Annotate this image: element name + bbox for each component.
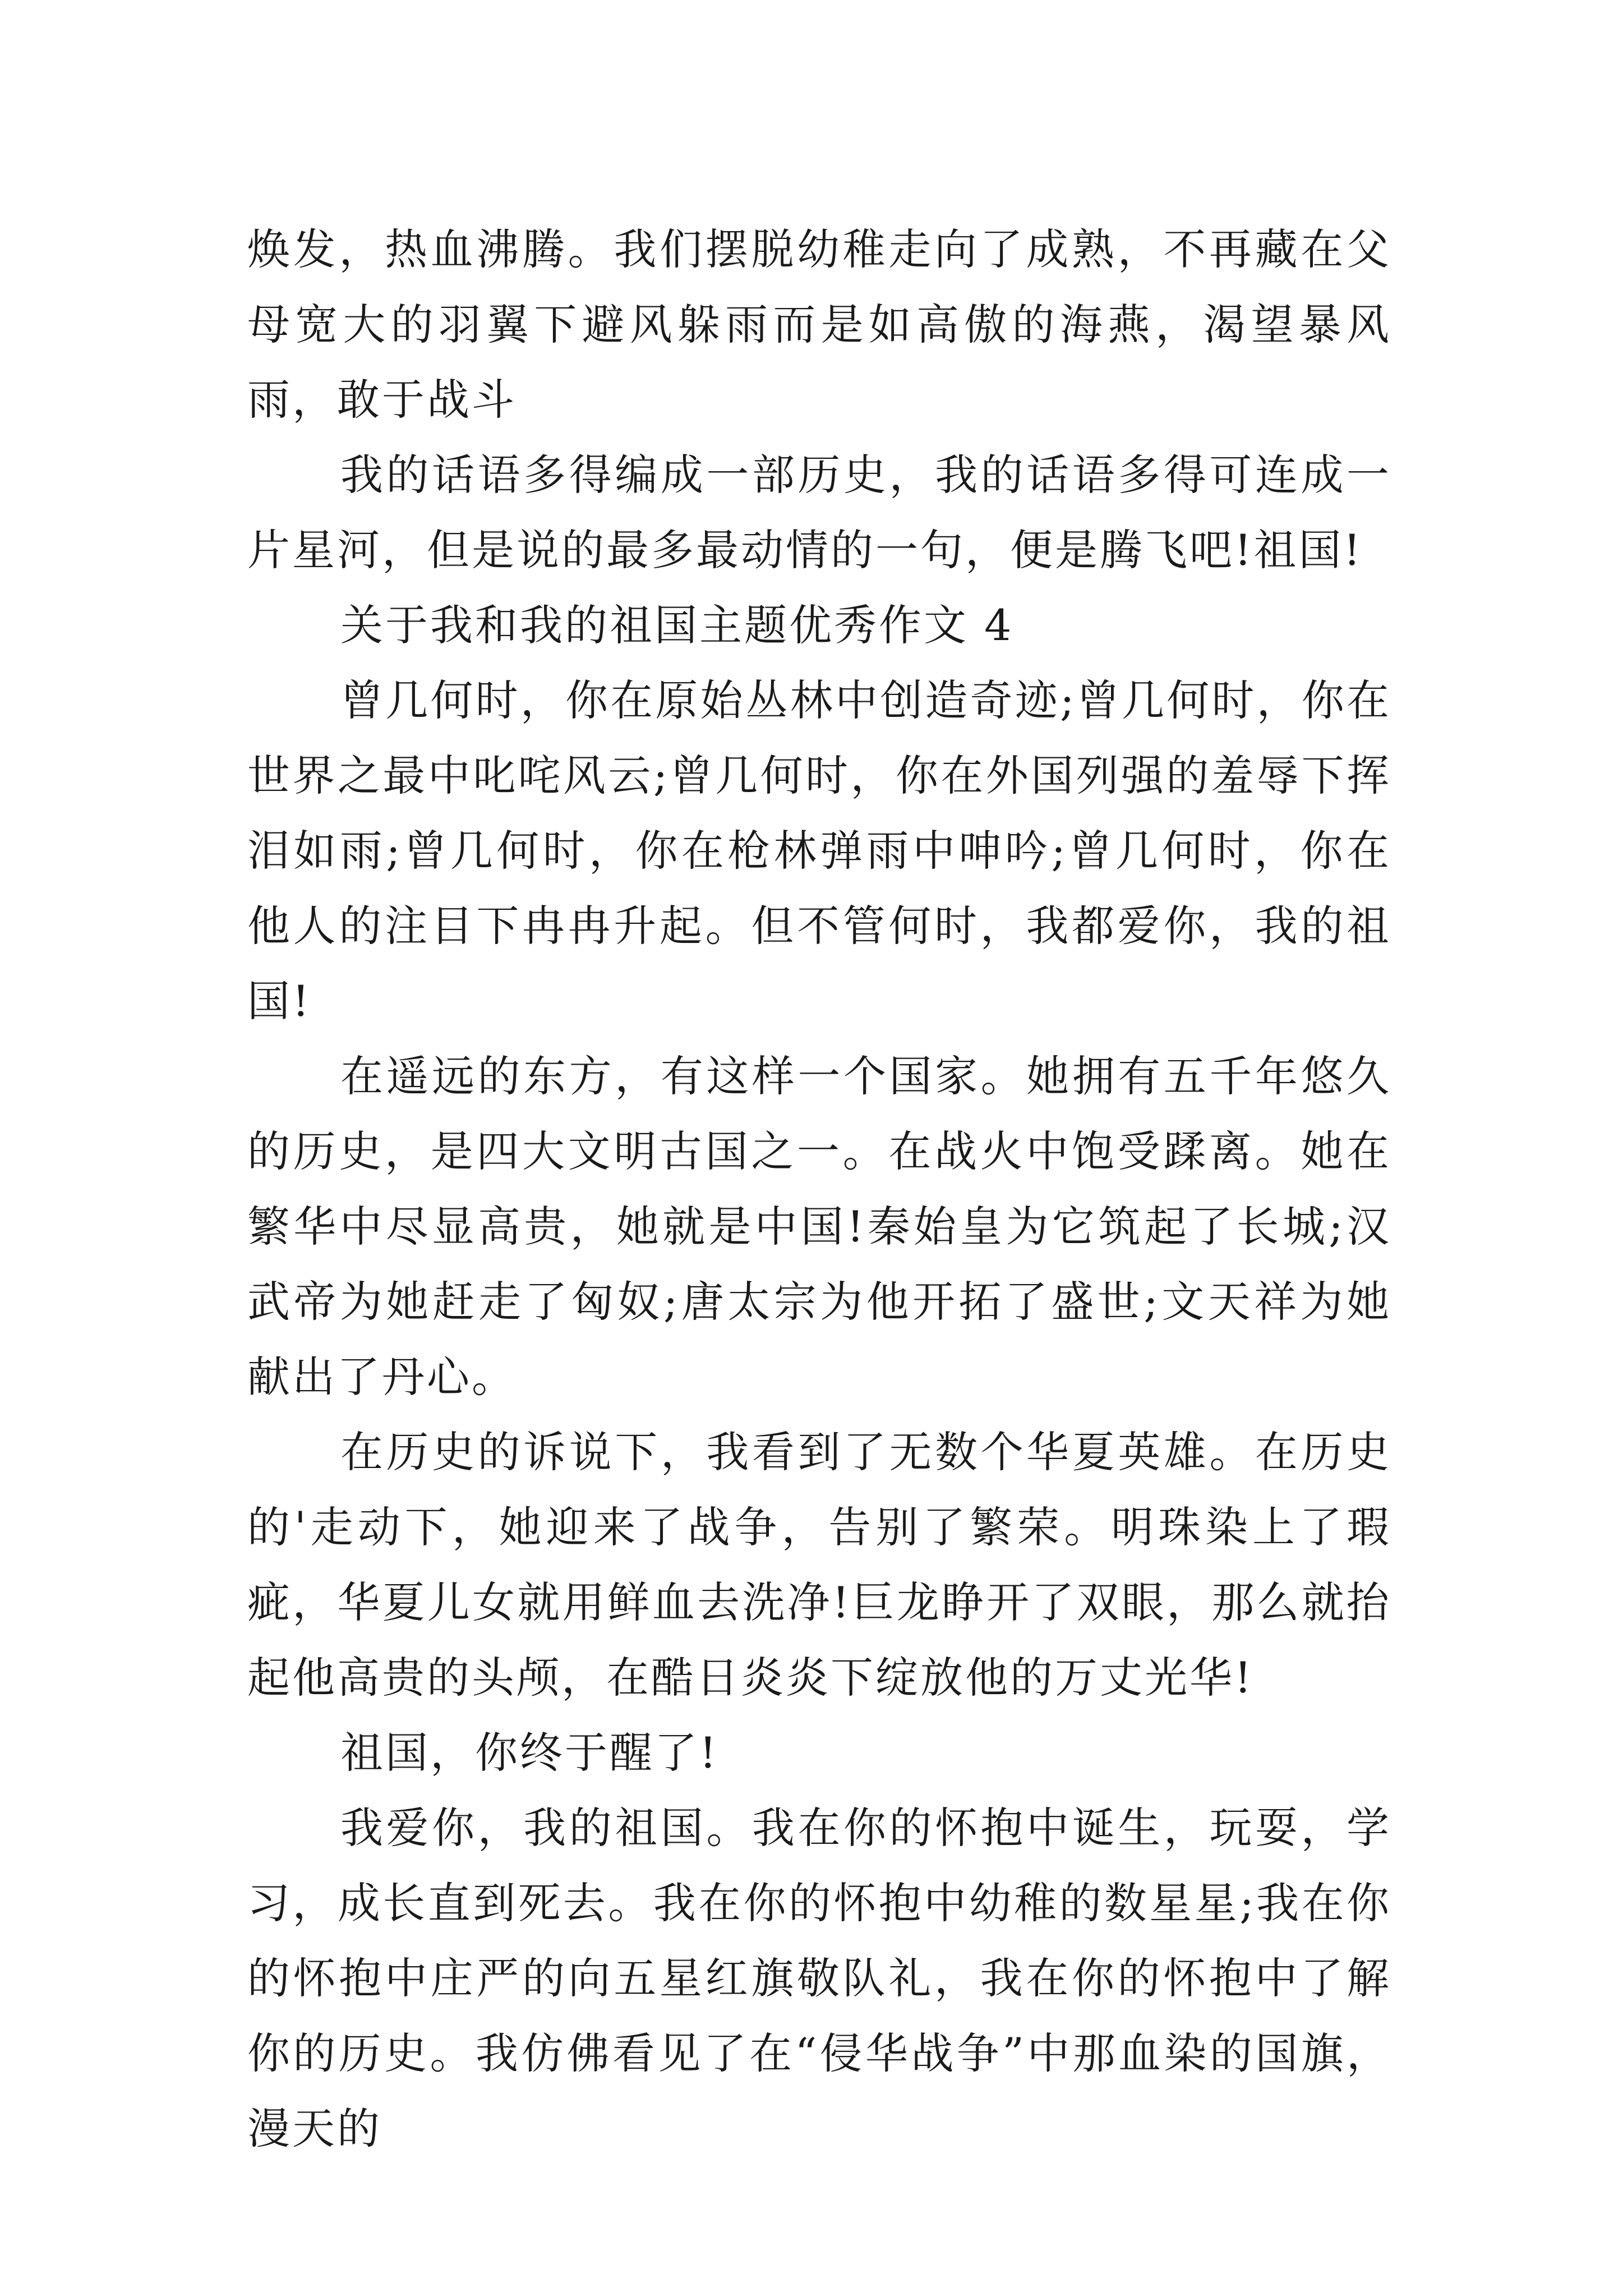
paragraph-7: 我爱你，我的祖国。我在你的怀抱中诞生，玩耍，学习，成长直到死去。我在你的怀抱中幼稚的数星星;我在你的怀抱中庄严的向五星红旗敬队礼，我在你的怀抱中了解你的历史。我仿佛看见了在“侵华战争”中那血染的国旗，漫天的 <box>247 1803 1391 2154</box>
essay-heading: 关于我和我的祖国主题优秀作文 4 <box>340 600 1014 650</box>
paragraph-1: 焕发，热血沸腾。我们摆脱幼稚走向了成熟，不再藏在父母宽大的羽翼下避风躲雨而是如高傲的海燕，渴望暴风雨，敢于战斗 <box>247 224 1391 425</box>
body-text <box>247 212 1391 2166</box>
paragraph-2: 我的话语多得编成一部历史，我的话语多得可连成一片星河，但是说的最多最动情的一句，便是腾飞吧!祖国! <box>247 450 1391 575</box>
paragraph-6: 祖国，你终于醒了! <box>340 1728 719 1778</box>
paragraph-5: 在历史的诉说下，我看到了无数个华夏英雄。在历史的'走动下，她迎来了战争，告别了繁荣。明珠染上了瑕疵，华夏儿女就用鲜血去洗净!巨龙睁开了双眼，那么就抬起他高贵的头颅，在酷日炎炎下绽放他的万丈光华! <box>247 1427 1391 1703</box>
paragraph-3: 曾几何时，你在原始丛林中创造奇迹;曾几何时，你在世界之最中叱咤风云;曾几何时，你在外国列强的羞辱下挥泪如雨;曾几何时，你在枪林弹雨中呻吟;曾几何时，你在他人的注目下冉冉升起。但不管何时，我都爱你，我的祖国! <box>247 675 1391 1026</box>
paragraph-4: 在遥远的东方，有这样一个国家。她拥有五千年悠久的历史，是四大文明古国之一。在战火中饱受蹂离。她在繁华中尽显高贵，她就是中国!秦始皇为它筑起了长城;汉武帝为她赶走了匈奴;唐太宗为他开拓了盛世;文天祥为她献出了丹心。 <box>247 1051 1391 1402</box>
